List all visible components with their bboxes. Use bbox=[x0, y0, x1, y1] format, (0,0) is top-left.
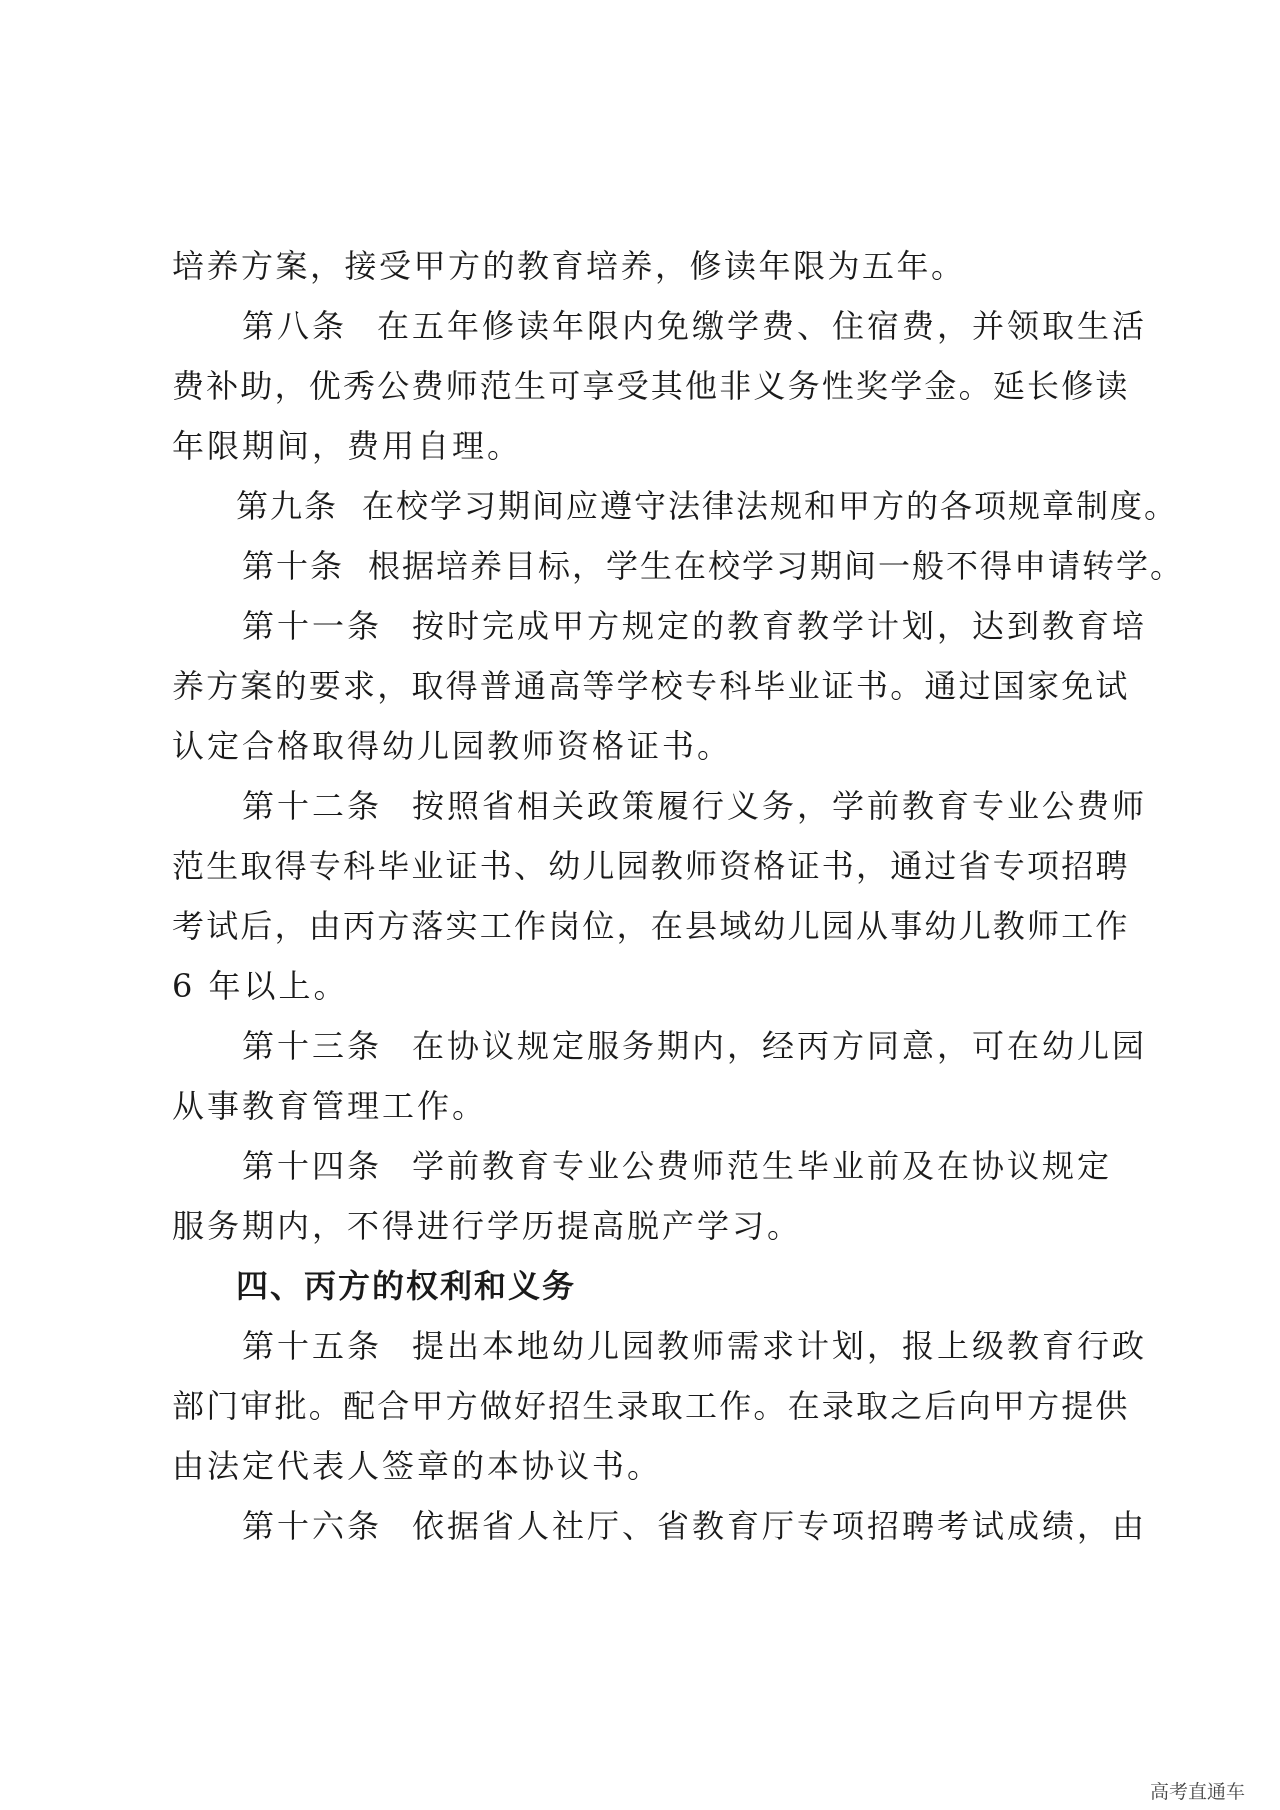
article-10-line: 第十条 根据培养目标，学生在校学习期间一般不得申请转学。 bbox=[242, 547, 1185, 585]
text-line: 年限期间，费用自理。 bbox=[172, 427, 523, 465]
article-16-line: 第十六条 依据省人社厅、省教育厅专项招聘考试成绩，由 bbox=[242, 1507, 1148, 1545]
article-14-line: 第十四条 学前教育专业公费师范生毕业前及在协议规定 bbox=[242, 1147, 1113, 1185]
text-line: 培养方案，接受甲方的教育培养，修读年限为五年。 bbox=[172, 247, 966, 285]
text-line: 范生取得专科毕业证书、幼儿园教师资格证书，通过省专项招聘 bbox=[172, 847, 1130, 885]
text-line: 服务期内，不得进行学历提高脱产学习。 bbox=[172, 1207, 803, 1245]
text-line: 考试后，由丙方落实工作岗位，在县域幼儿园从事幼儿教师工作 bbox=[172, 907, 1130, 945]
article-13-line: 第十三条 在协议规定服务期内，经丙方同意，可在幼儿园 bbox=[242, 1027, 1148, 1065]
article-label: 第九条 bbox=[236, 487, 339, 525]
article-11-line: 第十一条 按时完成甲方规定的教育教学计划，达到教育培 bbox=[242, 607, 1148, 645]
article-9-line: 第九条 在校学习期间应遵守法律法规和甲方的各项规章制度。 bbox=[236, 487, 1179, 525]
article-label: 第十三条 bbox=[242, 1027, 383, 1065]
article-label: 第十二条 bbox=[242, 787, 383, 825]
text-line: 费补助，优秀公费师范生可享受其他非义务性奖学金。延长修读 bbox=[172, 367, 1130, 405]
section-heading: 四、丙方的权利和义务 bbox=[236, 1267, 577, 1305]
text-line: 部门审批。配合甲方做好招生录取工作。在录取之后向甲方提供 bbox=[172, 1387, 1130, 1425]
text-line: 由法定代表人签章的本协议书。 bbox=[172, 1447, 663, 1485]
article-label: 第八条 bbox=[242, 307, 348, 345]
article-label: 第十六条 bbox=[242, 1507, 383, 1545]
article-label: 第十五条 bbox=[242, 1327, 383, 1365]
text-line: 从事教育管理工作。 bbox=[172, 1087, 488, 1125]
article-label: 第十一条 bbox=[242, 607, 383, 645]
article-15-line: 第十五条 提出本地幼儿园教师需求计划，报上级教育行政 bbox=[242, 1327, 1148, 1365]
article-label: 第十条 bbox=[242, 547, 345, 585]
article-label: 第十四条 bbox=[242, 1147, 383, 1185]
text-line: 认定合格取得幼儿园教师资格证书。 bbox=[172, 727, 733, 765]
text-line: 养方案的要求，取得普通高等学校专科毕业证书。通过国家免试 bbox=[172, 667, 1130, 705]
text-line: 6 年以上。 bbox=[172, 967, 349, 1005]
watermark: 高考直通车 bbox=[1150, 1781, 1246, 1803]
article-12-line: 第十二条 按照省相关政策履行义务，学前教育专业公费师 bbox=[242, 787, 1148, 825]
article-8-line: 第八条 在五年修读年限内免缴学费、住宿费，并领取生活 bbox=[242, 307, 1148, 345]
